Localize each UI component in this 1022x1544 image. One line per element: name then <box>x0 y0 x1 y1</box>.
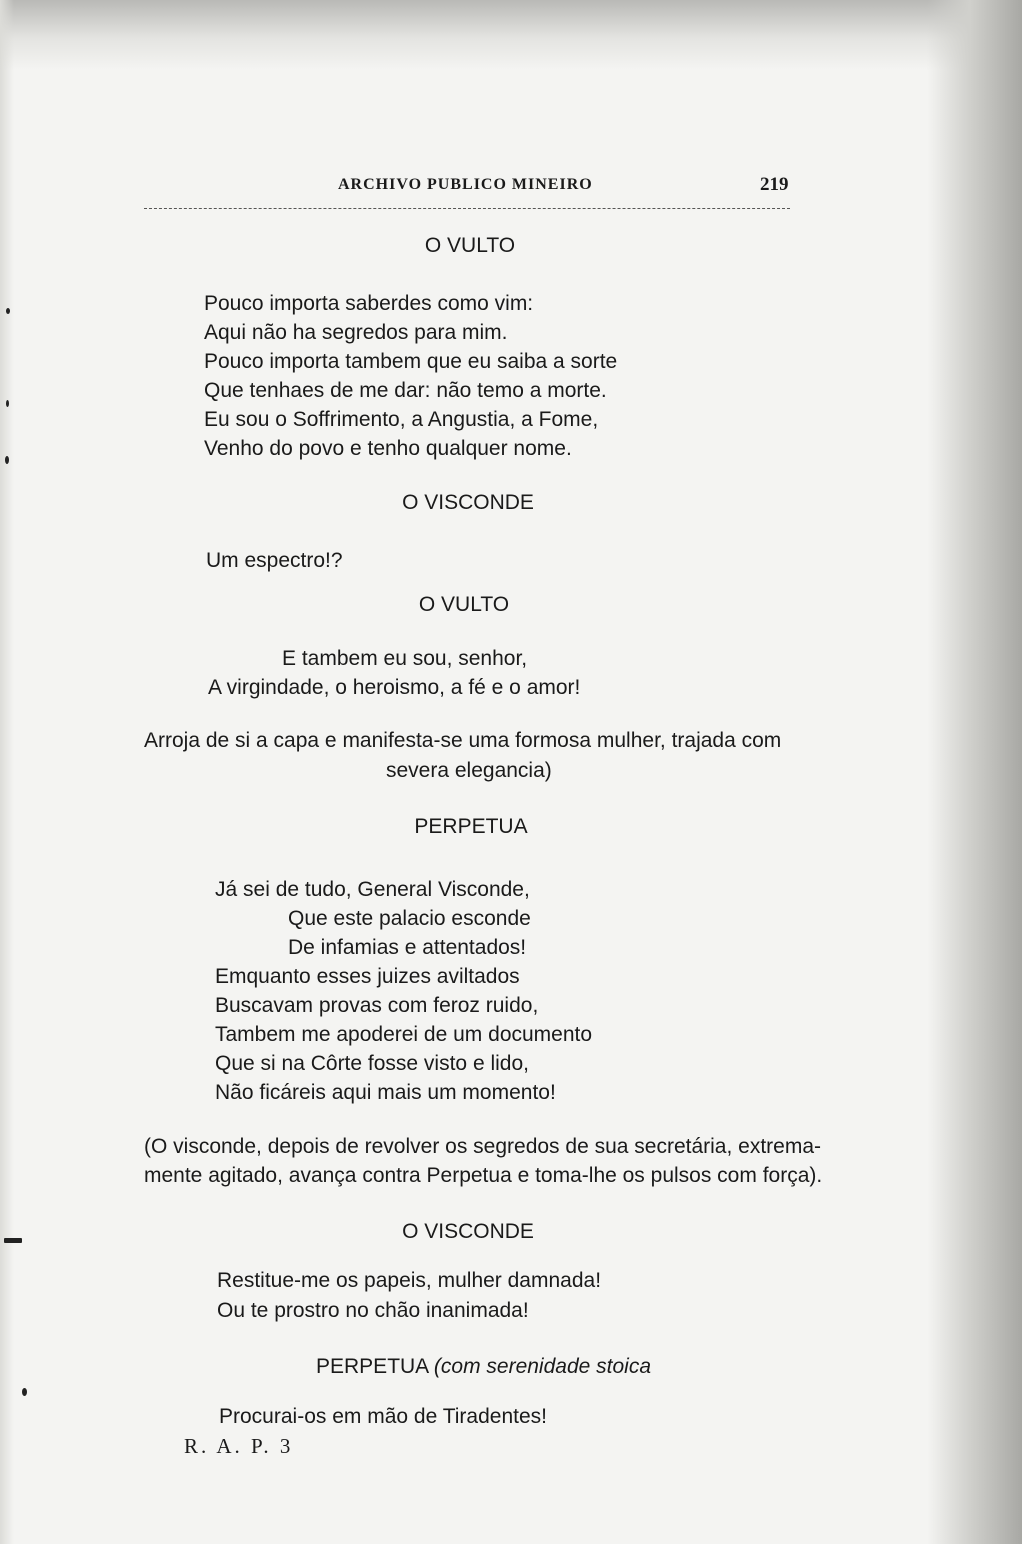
verse-line: Que si na Côrte fosse visto e lido, <box>215 1052 529 1075</box>
speaker-heading <box>316 1355 651 1379</box>
scan-speck <box>6 308 10 314</box>
verse-line: Um espectro!? <box>206 549 343 572</box>
verse-line: Procurai-os em mão de Tiradentes! <box>219 1405 547 1428</box>
stage-direction-line: mente agitado, avança contra Perpetua e toma-lhe os pulsos com força). <box>144 1164 823 1187</box>
scan-speck <box>22 1388 27 1396</box>
page-number: 219 <box>760 174 789 195</box>
signature-mark: R. A. P. 3 <box>184 1434 294 1458</box>
speaker-note: (com serenidade stoica <box>433 1355 651 1378</box>
verse-line: Já sei de tudo, General Visconde, <box>215 878 530 901</box>
scan-shadow-right <box>927 0 1022 1544</box>
verse-line: Eu sou o Soffrimento, a Angustia, a Fome, <box>204 408 599 431</box>
running-title: ARCHIVO PUBLICO MINEIRO <box>338 176 593 193</box>
stage-direction-line: Arroja de si a capa e manifesta-se uma formosa mulher, trajada com <box>144 729 782 752</box>
verse-line: Emquanto esses juizes aviltados <box>215 965 520 988</box>
verse-line: Que este palacio esconde <box>288 907 531 930</box>
stage-direction-line: (O visconde, depois de revolver os segredos de sua secretária, extrema- <box>144 1135 821 1158</box>
verse-line: Pouco importa tambem que eu saiba a sorte <box>204 350 618 373</box>
verse-line: Não ficáreis aqui mais um momento! <box>215 1081 556 1104</box>
verse-line: De infamias e attentados! <box>288 936 527 959</box>
verse-line: Ou te prostro no chão inanimada! <box>217 1299 529 1322</box>
speaker-name: O VISCONDE <box>402 491 534 514</box>
stage-direction-line: severa elegancia) <box>386 759 552 782</box>
speaker-name: O VULTO <box>418 593 510 616</box>
header-rule <box>144 208 790 209</box>
verse-line: Tambem me apoderei de um documento <box>215 1023 593 1046</box>
scan-speck <box>5 456 9 464</box>
verse-line: A virgindade, o heroismo, a fé e o amor! <box>208 676 581 699</box>
speaker-name: PERPETUA <box>316 1355 429 1378</box>
verse-line: Venho do povo e tenho qualquer nome. <box>204 437 572 460</box>
scan-shadow-left <box>0 0 14 1544</box>
scan-shadow-top <box>0 0 1022 70</box>
verse-line: Pouco importa saberdes como vim: <box>204 292 534 315</box>
verse-line: Aqui não ha segredos para mim. <box>204 321 508 344</box>
speaker-name: O VULTO <box>424 234 516 257</box>
verse-line: Que tenhaes de me dar: não temo a morte. <box>204 379 607 402</box>
scan-speck <box>6 400 9 407</box>
verse-line: E tambem eu sou, senhor, <box>282 647 528 670</box>
verse-line: Restitue-me os papeis, mulher damnada! <box>217 1269 602 1292</box>
speaker-name: PERPETUA <box>414 815 528 838</box>
verse-line: Buscavam provas com feroz ruido, <box>215 994 539 1017</box>
speaker-name: O VISCONDE <box>402 1220 534 1243</box>
